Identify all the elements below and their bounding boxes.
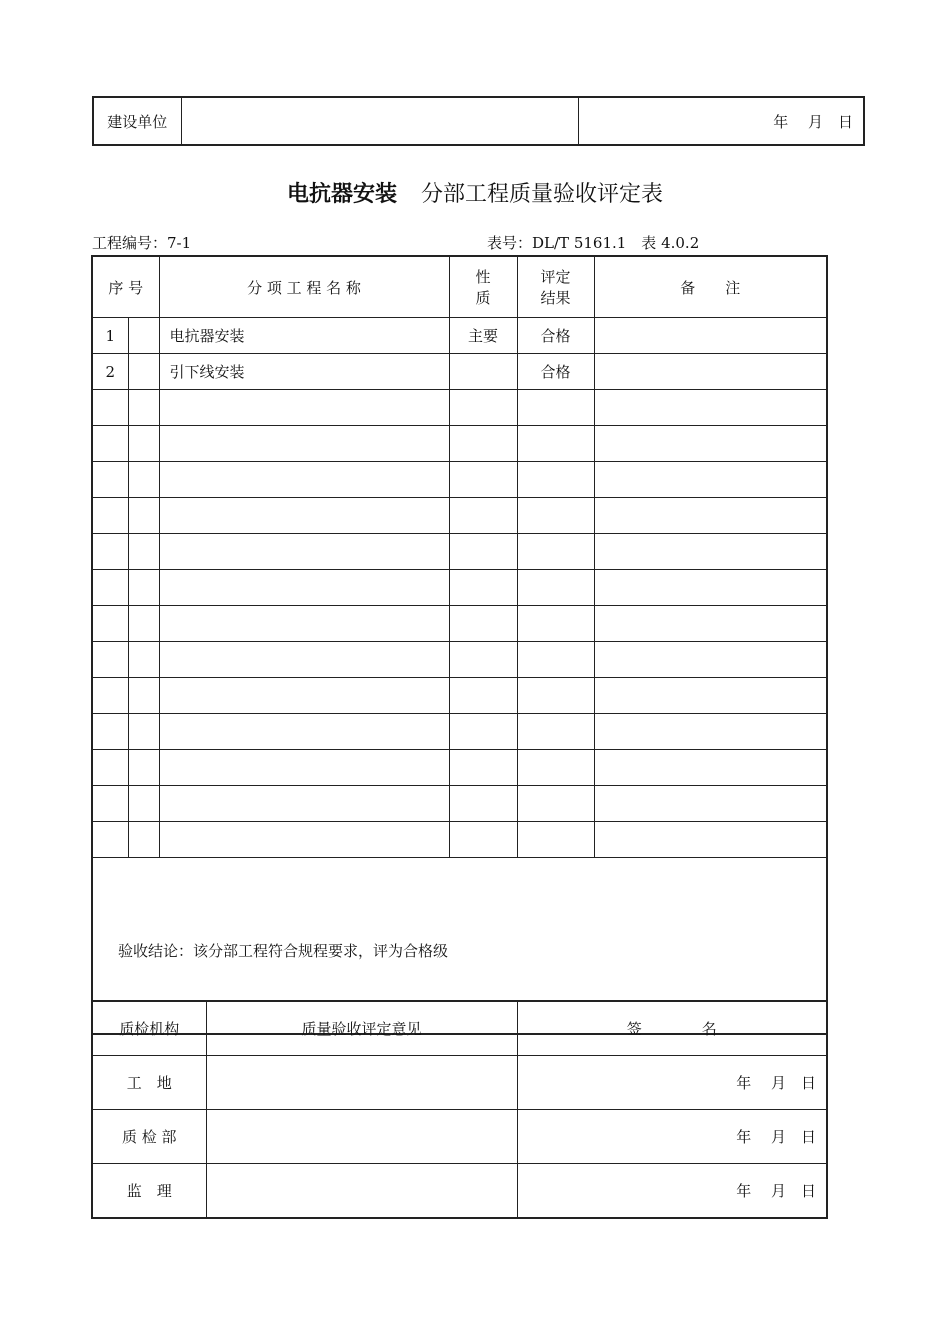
row-nature-cell[interactable]: 主要 bbox=[449, 318, 517, 354]
sign-org-qc-dept: 质 检 部 bbox=[92, 1110, 206, 1164]
sign-date-supervision[interactable]: 年 月 日 bbox=[517, 1164, 827, 1219]
signature-row-site bbox=[92, 1056, 827, 1110]
table-row bbox=[92, 822, 827, 858]
header-inspection-org: 质检机构 bbox=[92, 1001, 206, 1056]
row-name-cell[interactable]: 引下线安装 bbox=[159, 354, 449, 390]
header-nature: 性 质 bbox=[449, 256, 517, 318]
row-name-cell[interactable] bbox=[159, 462, 449, 498]
row-remark-cell[interactable] bbox=[594, 570, 827, 606]
table-row bbox=[92, 390, 827, 426]
table-row bbox=[92, 570, 827, 606]
row-result-cell[interactable] bbox=[517, 498, 594, 534]
row-nature-cell[interactable] bbox=[449, 822, 517, 858]
row-seq-cell[interactable]: 2 bbox=[92, 354, 128, 390]
row-seq-cell[interactable] bbox=[92, 462, 128, 498]
row-remark-cell[interactable] bbox=[594, 318, 827, 354]
sign-date-site[interactable]: 年 月 日 bbox=[517, 1056, 827, 1110]
row-sub-cell[interactable] bbox=[128, 570, 159, 606]
row-seq-cell[interactable] bbox=[92, 786, 128, 822]
row-nature-cell[interactable] bbox=[449, 750, 517, 786]
table-row bbox=[92, 498, 827, 534]
row-remark-cell[interactable] bbox=[594, 354, 827, 390]
row-remark-cell[interactable] bbox=[594, 606, 827, 642]
row-name-cell[interactable] bbox=[159, 390, 449, 426]
construction-unit-label: 建设单位 bbox=[93, 97, 181, 145]
table-row bbox=[92, 678, 827, 714]
construction-unit-table bbox=[92, 96, 865, 146]
row-remark-cell[interactable] bbox=[594, 750, 827, 786]
row-sub-cell[interactable] bbox=[128, 462, 159, 498]
row-sub-cell[interactable] bbox=[128, 822, 159, 858]
row-result-cell[interactable] bbox=[517, 534, 594, 570]
row-result-cell[interactable] bbox=[517, 678, 594, 714]
row-sub-cell[interactable] bbox=[128, 678, 159, 714]
header-remark: 备 注 bbox=[594, 256, 827, 318]
title-form-name: 分部工程质量验收评定表 bbox=[421, 182, 664, 207]
row-nature-cell[interactable] bbox=[449, 498, 517, 534]
row-sub-cell[interactable] bbox=[128, 498, 159, 534]
row-sub-cell[interactable] bbox=[128, 714, 159, 750]
row-result-cell[interactable] bbox=[517, 570, 594, 606]
sub-project-table bbox=[91, 255, 828, 1035]
row-result-cell[interactable] bbox=[517, 822, 594, 858]
row-name-cell[interactable] bbox=[159, 750, 449, 786]
signature-row-qc-dept bbox=[92, 1110, 827, 1164]
construction-unit-date[interactable]: 年 月 日 bbox=[578, 97, 864, 145]
row-sub-cell[interactable] bbox=[128, 786, 159, 822]
table-row bbox=[92, 606, 827, 642]
row-nature-cell[interactable] bbox=[449, 462, 517, 498]
row-remark-cell[interactable] bbox=[594, 498, 827, 534]
header-signature: 签 名 bbox=[517, 1001, 827, 1056]
table-row bbox=[92, 534, 827, 570]
table-row bbox=[92, 750, 827, 786]
row-name-cell[interactable] bbox=[159, 714, 449, 750]
table-header-row bbox=[92, 256, 827, 318]
row-seq-cell[interactable] bbox=[92, 498, 128, 534]
sign-opinion-site[interactable] bbox=[206, 1056, 517, 1110]
row-name-cell[interactable] bbox=[159, 642, 449, 678]
row-nature-cell[interactable] bbox=[449, 642, 517, 678]
row-result-cell[interactable] bbox=[517, 390, 594, 426]
row-name-cell[interactable] bbox=[159, 606, 449, 642]
row-remark-cell[interactable] bbox=[594, 390, 827, 426]
table-body bbox=[92, 318, 827, 858]
row-seq-cell[interactable] bbox=[92, 534, 128, 570]
row-result-cell[interactable] bbox=[517, 642, 594, 678]
row-name-cell[interactable] bbox=[159, 822, 449, 858]
sign-opinion-supervision[interactable] bbox=[206, 1164, 517, 1219]
row-result-cell[interactable] bbox=[517, 714, 594, 750]
row-remark-cell[interactable] bbox=[594, 822, 827, 858]
row-sub-cell[interactable] bbox=[128, 390, 159, 426]
row-seq-cell[interactable] bbox=[92, 390, 128, 426]
row-remark-cell[interactable] bbox=[594, 678, 827, 714]
row-name-cell[interactable] bbox=[159, 426, 449, 462]
table-row bbox=[92, 426, 827, 462]
project-code: 工程编号：7-1 bbox=[92, 234, 192, 252]
table-row bbox=[92, 354, 827, 390]
row-seq-cell[interactable] bbox=[92, 426, 128, 462]
conclusion-text: 验收结论：该分部工程符合规程要求，评为合格级 bbox=[118, 942, 449, 960]
row-nature-cell[interactable] bbox=[449, 534, 517, 570]
sign-org-site: 工 地 bbox=[92, 1056, 206, 1110]
row-remark-cell[interactable] bbox=[594, 714, 827, 750]
signature-row-supervision bbox=[92, 1164, 827, 1219]
row-seq-cell[interactable] bbox=[92, 606, 128, 642]
header-result: 评定 结果 bbox=[517, 256, 594, 318]
row-seq-cell[interactable] bbox=[92, 570, 128, 606]
signature-table bbox=[91, 1000, 828, 1219]
sign-opinion-qc-dept[interactable] bbox=[206, 1110, 517, 1164]
row-seq-cell[interactable] bbox=[92, 714, 128, 750]
row-remark-cell[interactable] bbox=[594, 426, 827, 462]
row-sub-cell[interactable] bbox=[128, 426, 159, 462]
row-result-cell[interactable] bbox=[517, 786, 594, 822]
signature-header-row bbox=[92, 1001, 827, 1056]
row-seq-cell[interactable] bbox=[92, 750, 128, 786]
row-nature-cell[interactable] bbox=[449, 426, 517, 462]
row-sub-cell[interactable] bbox=[128, 750, 159, 786]
row-seq-cell[interactable] bbox=[92, 678, 128, 714]
row-result-cell[interactable] bbox=[517, 462, 594, 498]
row-name-cell[interactable] bbox=[159, 786, 449, 822]
row-sub-cell[interactable] bbox=[128, 642, 159, 678]
row-nature-cell[interactable] bbox=[449, 390, 517, 426]
row-remark-cell[interactable] bbox=[594, 786, 827, 822]
row-nature-cell[interactable] bbox=[449, 786, 517, 822]
row-name-cell[interactable] bbox=[159, 570, 449, 606]
row-nature-cell[interactable] bbox=[449, 606, 517, 642]
form-code: 表号：DL/T 5161.1 表 4.0.2 bbox=[487, 234, 700, 252]
sign-date-qc-dept[interactable]: 年 月 日 bbox=[517, 1110, 827, 1164]
table-row bbox=[92, 462, 827, 498]
table-row bbox=[92, 786, 827, 822]
row-sub-cell[interactable] bbox=[128, 354, 159, 390]
header-opinion: 质量验收评定意见 bbox=[206, 1001, 517, 1056]
row-remark-cell[interactable] bbox=[594, 462, 827, 498]
row-name-cell[interactable] bbox=[159, 498, 449, 534]
row-result-cell[interactable] bbox=[517, 750, 594, 786]
row-nature-cell[interactable] bbox=[449, 354, 517, 390]
header-seq: 序 号 bbox=[92, 256, 159, 318]
header-name: 分 项 工 程 名 称 bbox=[159, 256, 449, 318]
row-sub-cell[interactable] bbox=[128, 318, 159, 354]
table-row bbox=[92, 642, 827, 678]
row-sub-cell[interactable] bbox=[128, 534, 159, 570]
page-title bbox=[0, 177, 950, 208]
row-result-cell[interactable] bbox=[517, 606, 594, 642]
row-nature-cell[interactable] bbox=[449, 678, 517, 714]
row-remark-cell[interactable] bbox=[594, 642, 827, 678]
title-subject: 电抗器安装 bbox=[286, 182, 397, 207]
row-name-cell[interactable] bbox=[159, 534, 449, 570]
row-remark-cell[interactable] bbox=[594, 534, 827, 570]
row-seq-cell[interactable]: 1 bbox=[92, 318, 128, 354]
row-result-cell[interactable] bbox=[517, 426, 594, 462]
row-nature-cell[interactable] bbox=[449, 714, 517, 750]
construction-unit-value[interactable] bbox=[181, 97, 578, 145]
row-sub-cell[interactable] bbox=[128, 606, 159, 642]
row-seq-cell[interactable] bbox=[92, 642, 128, 678]
row-result-cell[interactable]: 合格 bbox=[517, 318, 594, 354]
sign-org-supervision: 监 理 bbox=[92, 1164, 206, 1219]
row-seq-cell[interactable] bbox=[92, 822, 128, 858]
row-name-cell[interactable]: 电抗器安装 bbox=[159, 318, 449, 354]
row-nature-cell[interactable] bbox=[449, 570, 517, 606]
row-result-cell[interactable]: 合格 bbox=[517, 354, 594, 390]
row-name-cell[interactable] bbox=[159, 678, 449, 714]
table-row bbox=[92, 714, 827, 750]
table-row bbox=[92, 318, 827, 354]
